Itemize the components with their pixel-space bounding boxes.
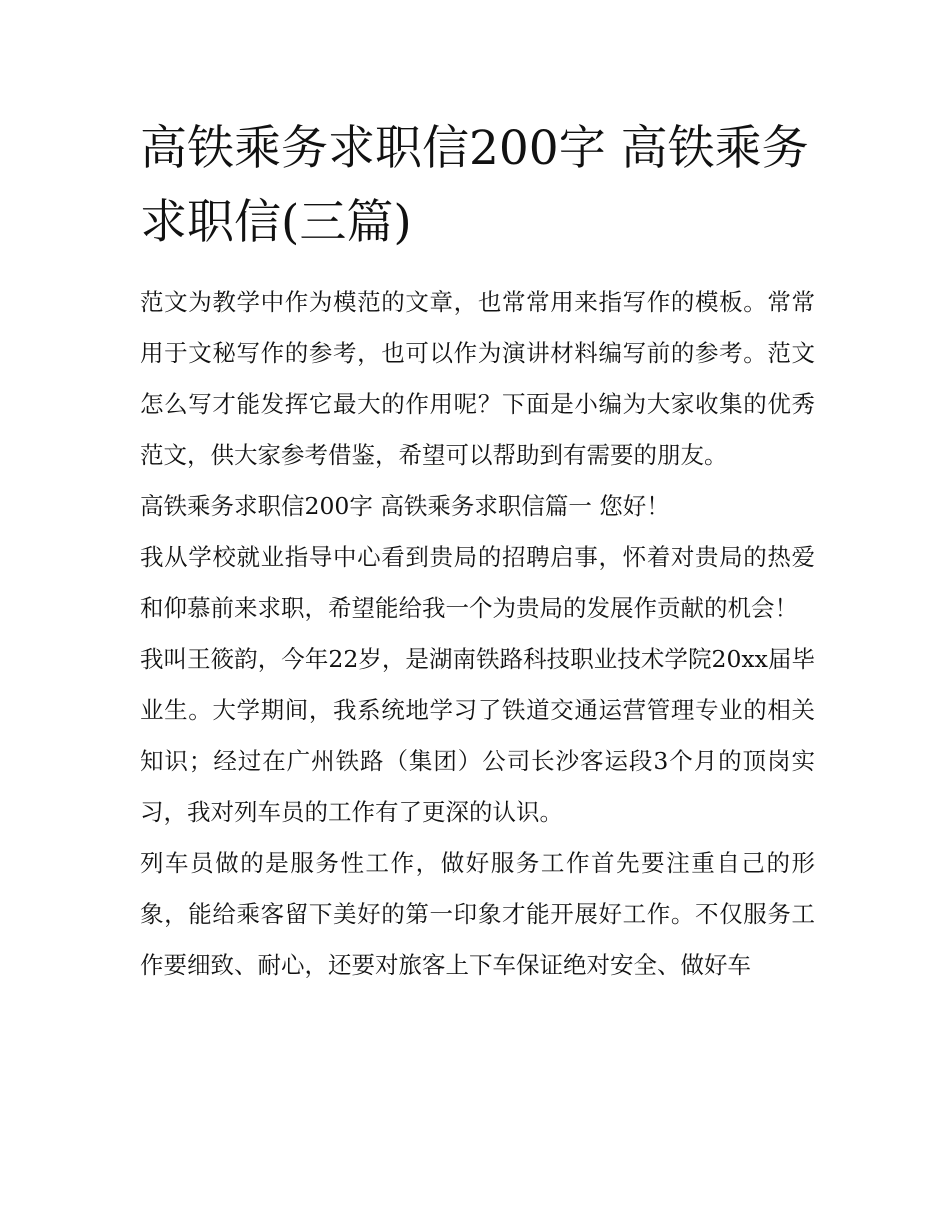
document-title: 高铁乘务求职信200字 高铁乘务求职信(三篇) [140,121,809,250]
document-body [140,277,815,991]
paragraph-self-introduction: 我叫王筱韵，今年22岁，是湖南铁路科技职业技术学院20xx届毕业生。大学期间，我系统地学习了铁道交通运营管理专业的相关知识；经过在广州铁路（集团）公司长沙客运段3个月的顶岗实习，我对列车员的工作有了更深的认识。 [140,645,815,826]
paragraph-application: 我从学校就业指导中心看到贵局的招聘启事，怀着对贵局的热爱和仰慕前来求职，希望能给我一个为贵局的发展作贡献的机会！ [140,543,815,622]
paragraph-service-work: 列车员做的是服务性工作，做好服务工作首先要注重自己的形象，能给乘客留下美好的第一印象才能开展好工作。不仅服务工作要细致、耐心，还要对旅客上下车保证绝对安全、做好车 [140,849,815,979]
paragraph-intro: 范文为教学中作为模范的文章，也常常用来指写作的模板。常常用于文秘写作的参考，也可以作为演讲材料编写前的参考。范文怎么写才能发挥它最大的作用呢？下面是小编为大家收集的优秀范文，供大家参考借鉴，希望可以帮助到有需要的朋友。 [140,288,815,469]
paragraph-greeting: 高铁乘务求职信200字 高铁乘务求职信篇一 您好！ [140,492,670,520]
